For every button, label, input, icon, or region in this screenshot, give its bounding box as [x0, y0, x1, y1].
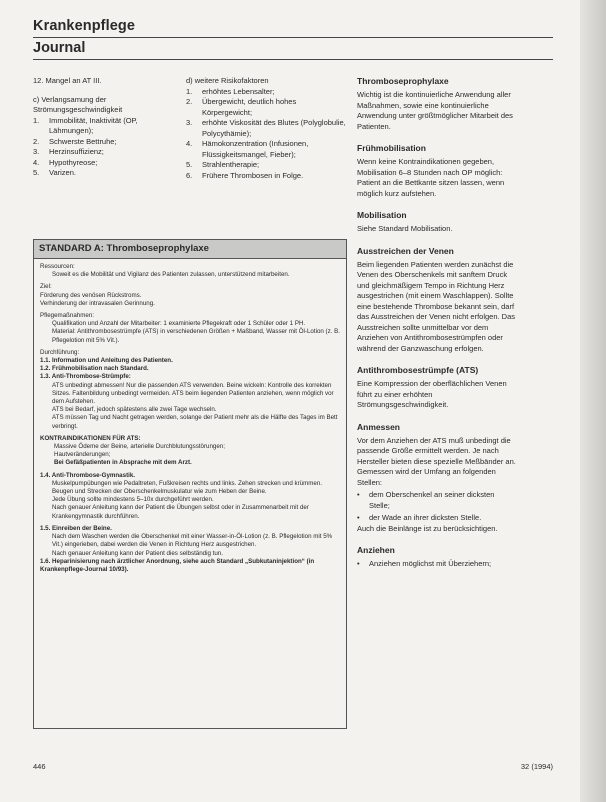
standard-line: Durchführung:: [40, 348, 80, 356]
anmessen-text: Vor dem Anziehen der ATS muß unbedingt die passende Größe ermittelt werden. Je nach Hersteller bieten diese spezielle Meßbänder an. Gemessen wird der Umfang an folgenden Stellen:: [357, 435, 516, 487]
issue-info: 32 (1994): [520, 762, 553, 771]
bullet-text: der Wade an ihrer dicksten Stelle.: [369, 513, 482, 522]
list-text: Schwerste Bettruhe;: [49, 136, 117, 146]
right-sections: [357, 76, 517, 411]
standard-line: Verhinderung der intravasalen Gerinnung.: [40, 299, 155, 307]
standard-title: STANDARD A: Thromboseprophylaxe: [34, 240, 346, 259]
standard-line: Jede Übung sollte mindestens 5–10x durchgeführt werden.: [52, 496, 214, 504]
list-item: [33, 158, 178, 169]
list-item: [186, 87, 346, 98]
standard-box: [33, 239, 347, 729]
list-number: 3.: [33, 147, 40, 156]
page-edge-shadow: [580, 0, 606, 802]
list-number: 1.: [186, 86, 193, 96]
list-item: [186, 171, 346, 182]
list-number: 4.: [186, 139, 193, 148]
list-item: [186, 139, 346, 160]
list-text: Immobilität, Inaktivität (OP, Lähmungen);: [49, 115, 138, 135]
list-item: [33, 147, 178, 158]
standard-line: 1.3. Anti-Thrombose-Strümpfe:: [40, 373, 131, 381]
standard-line: Muskelpumpübungen wie Pedaltreten, Fußkreisen rechts und links. Zehen strecken und krümmen. Beugen und Strecken der Oberschenkelmuskulatur wie zum Heben der Beine.: [52, 479, 322, 496]
bullet-item: [357, 490, 517, 511]
list-number: 3.: [186, 118, 193, 127]
standard-line: 1.6. Heparinisierung nach ärztlicher Anordnung, siehe auch Standard „Subkutaninjektion“ (in Krankenpflege-Journal 10/93).: [40, 557, 315, 573]
list-number: 4.: [33, 157, 40, 167]
list-text: Frühere Thrombosen in Folge.: [202, 170, 304, 180]
standard-line: Ressourcen:: [40, 263, 75, 270]
measure-bullets: [357, 490, 517, 524]
section-c-heading: c) Verlangsamung der Strömungsgeschwindigkeit: [33, 94, 123, 114]
standard-line: KONTRAINDIKATIONEN FÜR ATS:: [40, 434, 141, 442]
bullet-item: [357, 559, 517, 570]
bullet-text: dem Oberschenkel an seiner dicksten Stelle;: [369, 490, 495, 510]
standard-line: 1.5. Einreiben der Beine.: [40, 524, 112, 532]
standard-line: 1.1. Information und Anleitung des Patienten.: [40, 357, 173, 365]
bullet-text: Anziehen möglichst mit Überziehern;: [369, 559, 492, 568]
header-rule-bold: [33, 59, 553, 60]
standard-line: 1.2. Frühmobilisation nach Standard.: [40, 365, 149, 373]
journal-title: Krankenpflege: [33, 18, 136, 34]
list-number: 5.: [186, 160, 193, 169]
header-rule: [33, 37, 553, 38]
list-text: Übergewicht, deutlich hohes Körpergewicht;: [202, 97, 297, 117]
standard-line: ATS bei Bedarf, jedoch spätestens alle zwei Tage wechseln.: [52, 406, 217, 414]
section-paragraph: Patient an die Bettkante sitzen lassen, wenn möglich kurz aufstehen.: [357, 178, 505, 198]
bullet-icon: •: [357, 559, 360, 568]
column-middle: [186, 76, 346, 181]
standard-line: Material: Antithrombosestrümpfe (ATS) in verschiedenen Größen + Maßband, Wasser mit Öl-Lotion (z. B. Pflegelotion mit 5% Vit.).: [52, 328, 340, 344]
list-item: [186, 118, 346, 139]
section-paragraph: Eine Kompression der oberflächlichen Venen führt zu einer erhöhten Strömungsgeschwindigkeit.: [357, 379, 507, 409]
list-item: [33, 137, 178, 148]
list-text: Herzinsuffizienz;: [49, 147, 104, 156]
list-number: 2.: [186, 97, 193, 106]
column-right: [357, 76, 517, 570]
item-12: 12. Mangel an AT III.: [33, 76, 102, 85]
section-heading: Antithrombosestrümpfe (ATS): [357, 365, 479, 375]
list-number: 5.: [33, 168, 40, 177]
standard-line: 1.4. Anti-Thrombose-Gymnastik.: [40, 471, 136, 479]
section-paragraph: Wenn keine Kontraindikationen gegeben, Mobilisation 6–8 Stunden nach OP möglich:: [357, 157, 503, 177]
page-number: 446: [33, 762, 46, 771]
standard-line: Nach genauer Anleitung kann der Patient dies selbständig tun.: [52, 549, 223, 557]
column-left: [33, 76, 178, 179]
standard-line: Massive Ödeme der Beine, arterielle Durchblutungsstörungen;: [54, 443, 225, 451]
section-d-heading: d) weitere Risikofaktoren: [186, 76, 269, 85]
bullet-item: [357, 513, 517, 524]
beinlaenge-text: Auch die Beinlänge ist zu berücksichtigen.: [357, 523, 498, 533]
anziehen-heading: Anziehen: [357, 545, 395, 555]
list-number: 6.: [186, 170, 193, 180]
standard-line: Bei Gefäßpatienten in Absprache mit dem Arzt.: [54, 459, 192, 467]
standard-line: Nach dem Waschen werden die Oberschenkel mit einer Wasser-in-Öl-Lotion (z. B. Pflegelotion mit 5% Vit.) eingerieben, dabei werden die Venen in Richtung Herz ausgestrichen.: [52, 533, 333, 549]
standard-line: ATS müssen Tag und Nacht getragen werden, solange der Patient mehr als die Hälfte des Tages im Bett verbringt.: [52, 414, 338, 430]
standard-line: Qualifikation und Anzahl der Mitarbeiter: 1 examinierte Pflegekraft oder 1 Schüler oder 1 PH.: [52, 320, 306, 328]
standard-line: Förderung des venösen Rückstroms.: [40, 291, 142, 299]
list-item: [33, 116, 178, 137]
bullet-icon: •: [357, 490, 360, 499]
list-text: Strahlentherapie;: [202, 160, 260, 169]
section-paragraph: Beim liegenden Patienten werden zunächst die Venen des Oberschenkels mit sanftem Druck und gleichmäßigem Tempo in Richtung Herz ausgestrichen (mit einem Waschlappen). Sollte eine bestehende Thrombose bekannt sein, darf das Ausstreichen der Venen nicht erfolgen. Das Ausstreichen sollte unmittelbar vor dem Anziehen von Antithrombosestrümpfen oder während der Ganzwaschung erfolgen.: [357, 259, 516, 353]
section-paragraph: Wichtig ist die kontinuierliche Anwendung aller Maßnahmen, sowie eine kontinuierliche Anwendung unter größtmöglicher Mitarbeit des Patienten.: [357, 90, 513, 131]
journal-subtitle: Journal: [33, 40, 86, 56]
section-paragraph: Siehe Standard Mobilisation.: [357, 224, 453, 233]
section-heading: Thromboseprophylaxe: [357, 76, 449, 86]
list-text: Hämokonzentration (Infusionen, Flüssigkeitsmangel, Fieber);: [202, 139, 309, 159]
standard-line: Soweit es die Mobilität und Vigilanz des Patienten zulassen, unterstützend mitarbeiten.: [52, 271, 290, 279]
section-heading: Ausstreichen der Venen: [357, 245, 454, 256]
standard-line: ATS unbedingt abmessen! Nur die passenden ATS verwenden. Beine wickeln: Kontrolle des korrekten Sitzes. Faltenbildung unbedingt vermeiden. ATS beim liegenden Patienten anziehen, wenn möglich vor dem Aufstehen.: [52, 381, 334, 406]
anziehen-bullets: [357, 559, 517, 570]
list-number: 2.: [33, 136, 40, 146]
list-text: Varizen.: [49, 168, 76, 177]
list-item: [33, 168, 178, 179]
list-item: [186, 160, 346, 171]
section-heading: Frühmobilisation: [357, 143, 426, 153]
section-c-list: [33, 116, 178, 179]
list-number: 1.: [33, 115, 40, 125]
standard-line: Pflegemaßnahmen:: [40, 312, 94, 320]
journal-header: [33, 18, 553, 60]
anmessen-heading: Anmessen: [357, 421, 400, 432]
bullet-icon: •: [357, 513, 360, 522]
standard-line: Hautveränderungen;: [54, 451, 111, 459]
section-d-list: [186, 87, 346, 182]
list-item: [186, 97, 346, 118]
standard-line: Ziel:: [40, 283, 52, 291]
section-heading: Mobilisation: [357, 210, 407, 220]
standard-line: Nach genauer Anleitung kann der Patient die Übungen selbst oder in Zusammenarbeit mit der Krankengymnastik durchführen.: [52, 504, 309, 520]
list-text: Hypothyreose;: [49, 157, 98, 167]
standard-body: [34, 259, 346, 578]
list-text: erhöhte Viskosität des Blutes (Polyglobulie, Polycythämie);: [202, 118, 346, 138]
list-text: erhöhtes Lebensalter;: [202, 86, 275, 96]
